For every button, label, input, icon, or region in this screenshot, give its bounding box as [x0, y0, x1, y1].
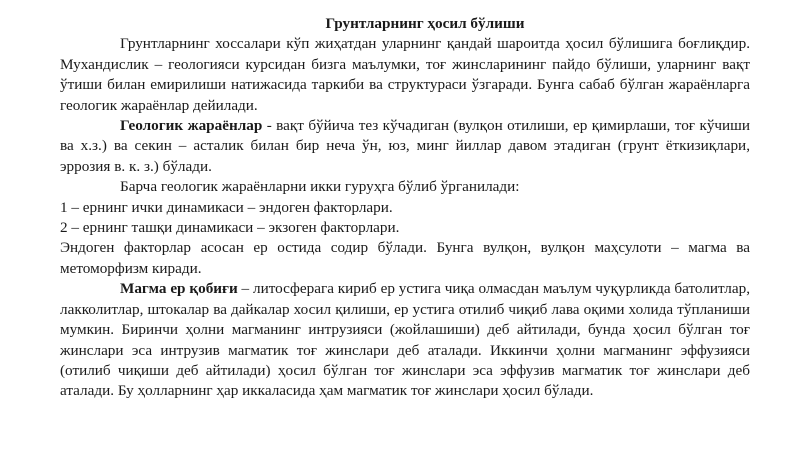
paragraph-geologic-processes [60, 116, 750, 177]
document-title: Грунтларнинг ҳосил бўлиши [325, 15, 525, 32]
paragraph-magma [60, 279, 750, 401]
term-geologic-processes: Геологик жараёнлар [120, 117, 263, 135]
paragraph-endogenous-factors: Эндоген факторлар асосан ер остида содир бўлади. Бунга вулқон, вулқон маҳсулоти – магма ва метоморфизм киради. [60, 239, 750, 277]
document-page [60, 14, 750, 402]
term-magma: Магма ер қобиғи [120, 280, 238, 298]
definition-geologic-processes: - вақт бўйича тез кўчадиган (вулқон отилиши, ер қимирлаши, тоғ кўчиши ва х.з.) ва секин – асталик билан бир неча ўн, юз, минг йиллар давом этадиган (грунт ёткизиқлари, эррозия в. к. з.) бўлади. [60, 117, 751, 175]
paragraph-groups: Барча геологик жараёнларни икки гуруҳга бўлиб ўрганилади: [120, 178, 520, 196]
paragraph-intro: Грунтларнинг хоссалари кўп жиҳатдан уларнинг қандай шароитда ҳосил бўлишига боғлиқдир. Мухандислик – геологияси курсидан бизга маълумки, тоғ жинсларининг пайдо бўлиши, уларнинг вақт ўтиши билан емирилиши натижасида таркиби ва структураси ўзгаради. Бунга сабаб бўлган жараёнларга геологик жараёнлар дейилади. [60, 35, 750, 114]
definition-magma: – литосферага кириб ер устига чиқа олмасдан маълум чуқурликда батолитлар, лакколитлар, штокалар ва дайкалар хосил қилиши, ер устига отилиб чиқиб лава оқими холида тўпланиши мумкин. Биринчи ҳолни магманинг интрузияси (жойлашиши) деб айтилади, бунда ҳосил бўлган тоғ жинслари эса интрузив магматик тоғ жинслари деб аталади. Иккинчи ҳолни магманинг эффузияси (отилиб чиқиши деб айтилади) ҳосил бўлган тоғ жинслари эса эффузив магматик тоғ жинслари деб аталади. Бу ҳолларнинг ҳар иккаласида ҳам магматик тоғ жинслари ҳосил бўлади. [60, 280, 750, 400]
list-item-endogenous: 1 – ернинг ички динамикаси – эндоген факторлари. [60, 198, 393, 216]
list-item-exogenous: 2 – ернинг ташқи динамикаси – экзоген факторлари. [60, 219, 400, 237]
